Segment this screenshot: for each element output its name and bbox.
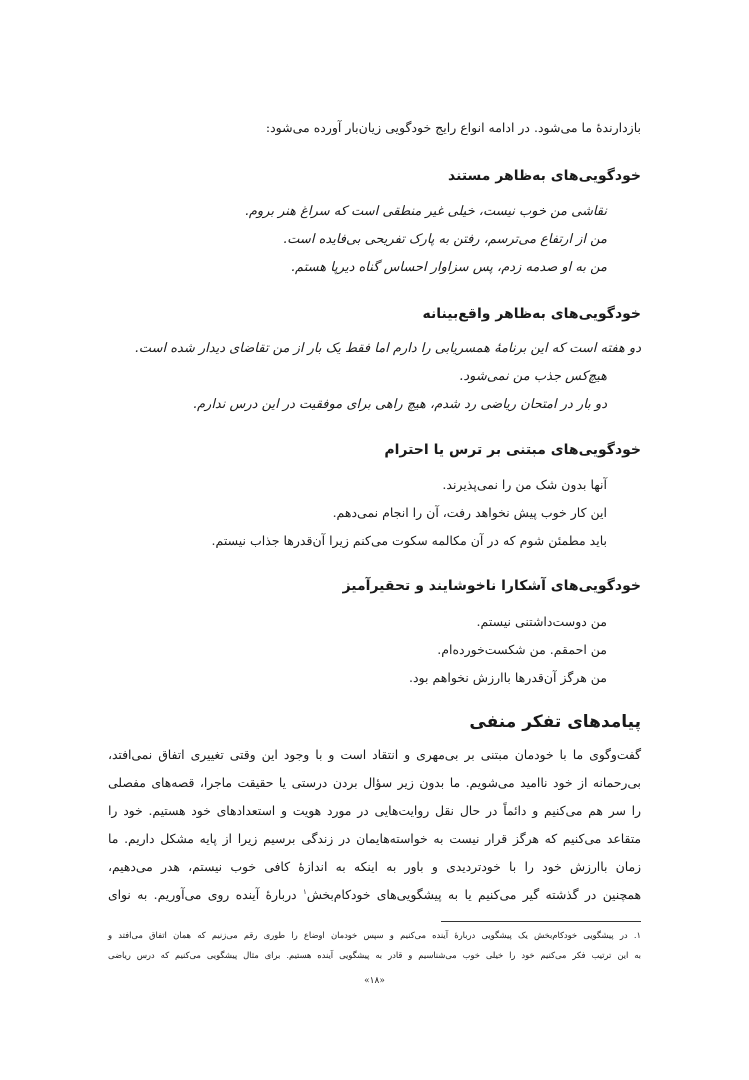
footnote-line: ۱. در پیشگویی خودکام‌بخش یک پیشگویی دربارهٔ آینده می‌کنیم و سپس خودمان اوضاع را طوری رقم می‌زنیم که همان اتفاق می‌افتد و (108, 930, 641, 940)
paragraph-line-last (108, 888, 641, 902)
example-line: این کار خوب پیش نخواهد رفت، آن را انجام نمی‌دهم. (332, 505, 607, 520)
example-line: من هرگز آن‌قدرها باارزش نخواهم بود. (409, 670, 607, 685)
example-line: من احمقم. من شکست‌خورده‌ام. (437, 642, 607, 657)
example-line: من از ارتفاع می‌ترسم، رفتن به پارک تفریحی بی‌فایده است. (283, 232, 607, 247)
paragraph-line: گفت‌وگوی ما با خودمان مبتنی بر بی‌مهری و انتقاد است و با وجود این وقتی تغییری اتفاق نمی‌افتد، (108, 748, 641, 762)
example-line: باید مطمئن شوم که در آن مکالمه سکوت می‌کنم زیرا آن‌قدرها جذاب نیستم. (211, 533, 607, 548)
section-heading-documented: خودگویی‌های به‌ظاهر مستند (448, 168, 641, 184)
example-line: دو بار در امتحان ریاضی رد شدم، هیچ راهی برای موفقیت در این درس ندارم. (192, 397, 607, 412)
section-heading-derogatory: خودگویی‌های آشکارا ناخوشایند و تحقیرآمیز (342, 578, 641, 594)
example-line: دو هفته است که این برنامهٔ همسریابی را دارم اما فقط یک بار از من تقاضای دیدار شده است. (134, 341, 641, 356)
section-heading-fear: خودگویی‌های مبتنی بر ترس یا احترام (384, 442, 641, 458)
paragraph-text-tail: دربارهٔ آینده روی می‌آوریم. به نوای (108, 888, 303, 903)
paragraph-line: بی‌رحمانه از خود ناامید می‌شویم. ما بدون زیر سؤال بردن درستی یا حقیقت ماجرا، قصه‌های مفصلی (108, 776, 641, 790)
example-line: من به او صدمه زدم، پس سزاوار احساس گناه دیرپا هستم. (290, 260, 607, 275)
footnote-divider (441, 921, 641, 922)
paragraph-line: را سر هم می‌کنیم و دائماً در حال نقل روایت‌هایی در مورد هویت و استعدادهای خود هستیم. خود را (108, 804, 641, 818)
example-line: من دوست‌داشتنی نیستم. (476, 614, 607, 629)
intro-line: بازدارندهٔ ما می‌شود. در ادامه انواع رایج خودگویی زیان‌بار آورده می‌شود: (265, 120, 641, 135)
paragraph-text: همچنین در گذشته گیر می‌کنیم یا به پیشگویی‌های خودکام‌بخش (306, 888, 642, 903)
footnote-line: به این ترتیب فکر می‌کنیم خود را خیلی خوب می‌شناسیم و قادر به پیشگویی آینده هستیم. برای مثال پیشگویی می‌کنیم که درس ریاضی (108, 950, 641, 960)
paragraph-line: زمان باارزش خود را با خودتردیدی و باور به اینکه به اندازهٔ کافی خوب نیستم، هدر می‌دهیم، (108, 860, 641, 874)
example-line: آنها بدون شک من را نمی‌پذیرند. (442, 477, 607, 492)
footnote-marker: ۱ (302, 888, 307, 896)
section-heading-realistic: خودگویی‌های به‌ظاهر واقع‌بینانه (422, 306, 641, 322)
example-line: هیچ‌کس جذب من نمی‌شود. (459, 369, 607, 384)
section-title-consequences: پیامدهای تفکر منفی (469, 712, 641, 732)
paragraph-line: متقاعد می‌کنیم که هرگز قرار نیست به خواسته‌هایمان در زندگی برسیم زیرا از پایه مشکل داریم. ما (108, 832, 641, 846)
page-number: «۱۸» (364, 976, 385, 986)
example-line: نقاشی من خوب نیست، خیلی غیر منطقی است که سراغ هنر بروم. (244, 204, 607, 219)
